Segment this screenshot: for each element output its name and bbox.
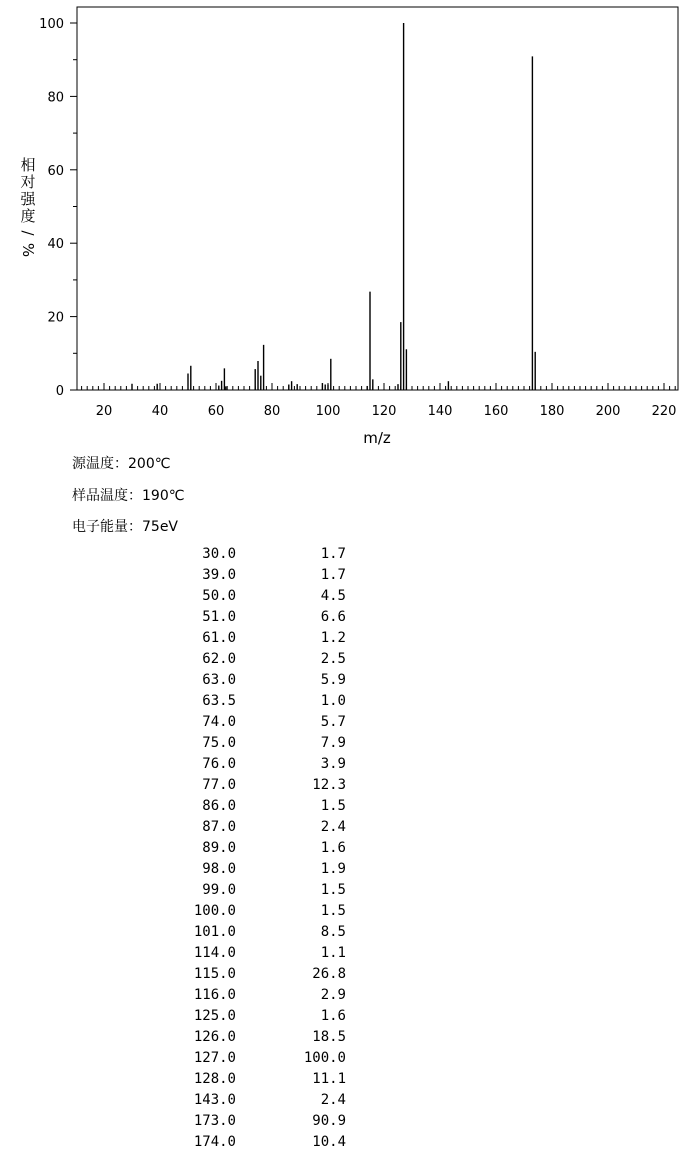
peak-intensity: 12.3 (312, 777, 346, 793)
peak-intensity: 11.1 (312, 1071, 346, 1087)
electron-energy: 电子能量：75eV (72, 519, 179, 535)
peak-mz: 99.0 (202, 882, 236, 898)
peak-intensity: 26.8 (312, 966, 346, 982)
x-tick-label: 200 (595, 404, 621, 419)
peak-mz: 51.0 (202, 609, 236, 625)
y-tick-label: 0 (55, 384, 64, 399)
peak-row (160, 1071, 360, 1092)
peak-row (160, 567, 360, 588)
peak-row (160, 924, 360, 945)
peak-row (160, 798, 360, 819)
peak-mz: 76.0 (202, 756, 236, 772)
peak-intensity: 1.7 (320, 567, 346, 583)
peak-row (160, 714, 360, 735)
peak-mz: 63.0 (202, 672, 236, 688)
x-tick-label: 140 (427, 404, 453, 419)
y-axis-title-char: 度 (20, 207, 36, 225)
peak-row (160, 777, 360, 798)
peak-intensity: 7.9 (320, 735, 346, 751)
peak-row (160, 1029, 360, 1050)
peak-row (160, 1008, 360, 1029)
peak-mz: 39.0 (202, 567, 236, 583)
y-tick-label: 20 (47, 310, 64, 326)
peak-intensity: 1.7 (320, 546, 346, 562)
peak-intensity: 4.5 (320, 588, 346, 604)
peak-intensity: 1.5 (320, 798, 346, 814)
peak-row (160, 966, 360, 987)
peak-intensity: 1.6 (320, 1008, 346, 1024)
peak-intensity: 5.7 (320, 714, 346, 730)
peak-mz: 89.0 (202, 840, 236, 856)
peak-mz: 114.0 (193, 945, 236, 961)
peak-row (160, 861, 360, 882)
x-tick-label: 20 (95, 404, 113, 419)
peak-mz: 63.5 (202, 693, 236, 709)
x-tick-label: 120 (371, 404, 397, 419)
x-tick-label: 160 (483, 404, 509, 419)
peak-intensity: 18.5 (312, 1029, 346, 1045)
peak-row (160, 987, 360, 1008)
peak-row (160, 1050, 360, 1071)
peak-intensity: 10.4 (312, 1134, 346, 1150)
peak-row (160, 693, 360, 714)
sample-temperature: 样品温度：190℃ (72, 488, 185, 504)
peak-row (160, 756, 360, 777)
peak-intensity: 3.9 (320, 756, 346, 772)
peak-mz: 100.0 (193, 903, 236, 919)
peak-intensity: 1.5 (320, 903, 346, 919)
peak-mz: 126.0 (193, 1029, 236, 1045)
peak-mz: 61.0 (202, 630, 236, 646)
y-tick-label: 80 (47, 90, 64, 106)
y-tick-label: 100 (39, 17, 64, 32)
peak-row (160, 840, 360, 861)
peak-intensity: 1.6 (320, 840, 346, 856)
peak-mz: 173.0 (193, 1113, 236, 1129)
peak-row (160, 819, 360, 840)
peak-row (160, 882, 360, 903)
peak-mz: 125.0 (193, 1008, 236, 1024)
y-tick-label: 60 (47, 163, 64, 179)
peak-mz: 62.0 (202, 651, 236, 667)
peak-mz: 115.0 (193, 966, 236, 982)
x-tick-label: 180 (539, 404, 565, 419)
peak-intensity: 1.5 (320, 882, 346, 898)
x-tick-label: 220 (651, 404, 677, 419)
peak-table (160, 546, 360, 1155)
peak-row (160, 945, 360, 966)
y-axis-title-char: % (19, 242, 37, 258)
peak-intensity: 2.4 (320, 819, 346, 835)
peak-mz: 75.0 (202, 735, 236, 751)
peak-mz: 74.0 (202, 714, 236, 730)
peak-intensity: 1.9 (320, 861, 346, 877)
peak-mz: 101.0 (193, 924, 236, 940)
peak-intensity: 6.6 (320, 609, 346, 625)
peak-intensity: 2.9 (320, 987, 346, 1003)
y-axis-title-char: / (19, 230, 37, 236)
source-temperature: 源温度：200℃ (72, 456, 171, 472)
peak-intensity: 100.0 (303, 1050, 346, 1066)
peak-mz: 50.0 (202, 588, 236, 604)
peak-mz: 128.0 (193, 1071, 236, 1087)
x-tick-label: 60 (207, 404, 225, 419)
y-axis-title-char: 对 (20, 173, 36, 191)
peak-mz: 30.0 (202, 546, 236, 562)
peak-row (160, 588, 360, 609)
peak-intensity: 2.4 (320, 1092, 346, 1108)
x-tick-label: 100 (315, 404, 341, 419)
y-axis-title-char: 相 (20, 156, 36, 174)
peak-intensity: 90.9 (312, 1113, 346, 1129)
y-axis-title (19, 156, 37, 257)
peak-mz: 87.0 (202, 819, 236, 835)
peak-intensity: 2.5 (320, 651, 346, 667)
peak-row (160, 630, 360, 651)
x-axis-title: m/z (363, 429, 391, 447)
peak-mz: 77.0 (202, 777, 236, 793)
peak-intensity: 5.9 (320, 672, 346, 688)
peak-mz: 174.0 (193, 1134, 236, 1150)
peak-row (160, 651, 360, 672)
peak-row (160, 1113, 360, 1134)
peak-intensity: 1.1 (320, 945, 346, 961)
y-tick-label: 40 (47, 237, 64, 253)
mass-spectrum-chart (0, 0, 680, 450)
peak-intensity: 1.2 (320, 630, 346, 646)
peak-mz: 116.0 (193, 987, 236, 1003)
y-axis-title-char: 强 (20, 190, 36, 208)
peak-row (160, 609, 360, 630)
peak-row (160, 903, 360, 924)
peak-mz: 127.0 (193, 1050, 236, 1066)
peak-row (160, 1134, 360, 1155)
peak-intensity: 8.5 (320, 924, 346, 940)
peak-intensity: 1.0 (320, 693, 346, 709)
peak-row (160, 672, 360, 693)
x-tick-label: 80 (263, 404, 281, 419)
plot-frame (77, 7, 678, 390)
peak-mz: 98.0 (202, 861, 236, 877)
peak-row (160, 546, 360, 567)
peak-row (160, 735, 360, 756)
peak-row (160, 1092, 360, 1113)
x-tick-label: 40 (151, 404, 169, 419)
peak-mz: 143.0 (193, 1092, 236, 1108)
peak-mz: 86.0 (202, 798, 236, 814)
